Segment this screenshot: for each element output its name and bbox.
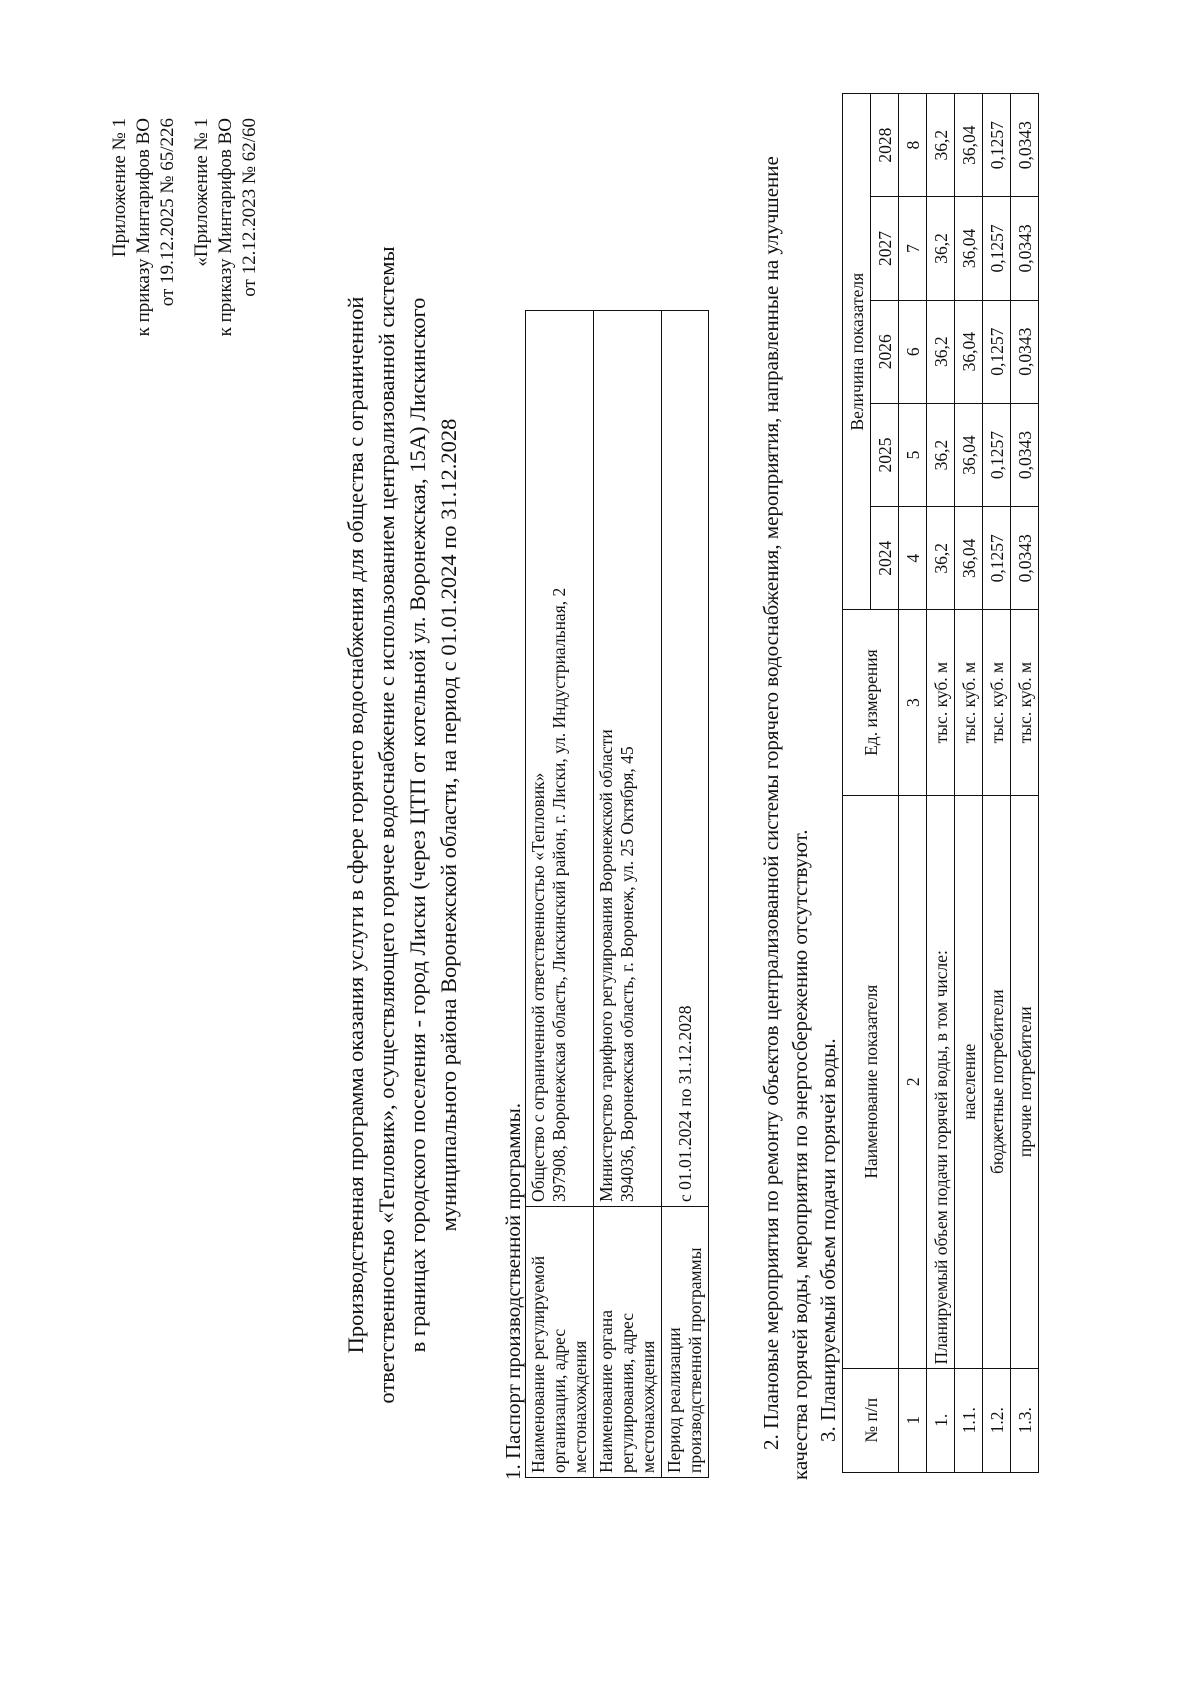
approval-stamp-current (108, 118, 180, 336)
title-line: муниципального района Воронежской области, на период с 01.01.2024 по 31.12.2028 (436, 418, 461, 1232)
column-number: 1 (899, 1368, 927, 1472)
document-title (340, 155, 464, 1495)
row-num: 1.2. (983, 1368, 1011, 1472)
passport-value-line: с 01.01.2024 по 31.12.2028 (674, 1005, 695, 1202)
row-num: 1.1. (955, 1368, 983, 1472)
row-name: Планируемый объем подачи горячей воды, в том числе: (927, 795, 955, 1368)
approval-line: «Приложение № 1 (191, 118, 212, 267)
column-number: 2 (899, 795, 927, 1368)
column-number: 3 (899, 610, 927, 795)
passport-label: Наименование органа регулирования, адрес местонахождения (594, 1207, 662, 1478)
row-value: 0,1257 (983, 403, 1011, 506)
row-unit: тыс. куб. м (955, 610, 983, 795)
passport-label: Период реализации производственной программы (662, 1207, 709, 1478)
passport-label: Наименование регулируемой организации, адрес местонахождения (526, 1207, 594, 1478)
row-value: 0,0343 (1011, 94, 1039, 197)
passport-heading: 1. Паспорт производственной программы. (501, 1102, 525, 1480)
row-value: 0,0343 (1011, 403, 1039, 506)
row-value: 36,04 (955, 94, 983, 197)
row-value: 0,1257 (983, 94, 1011, 197)
row-unit: тыс. куб. м (983, 610, 1011, 795)
approval-line: от 19.12.2025 № 65/226 (157, 118, 178, 307)
column-number: 7 (899, 197, 927, 300)
row-value: 36,04 (955, 197, 983, 300)
title-line: ответственностью «Тепловик», осуществляющего горячее водоснабжение с использованием централизованной системы (374, 246, 399, 1404)
passport-table (525, 310, 709, 1478)
table-header-row (843, 94, 871, 1473)
column-number: 5 (899, 403, 927, 506)
table-row (927, 94, 955, 1473)
approval-line: Приложение № 1 (109, 118, 130, 258)
row-value: 0,0343 (1011, 507, 1039, 610)
row-num: 1.3. (1011, 1368, 1039, 1472)
volume-table (842, 93, 1039, 1473)
column-number: 6 (899, 300, 927, 403)
header-year: 2025 (871, 403, 899, 506)
row-value: 0,1257 (983, 507, 1011, 610)
row-name: прочие потребители (1011, 795, 1039, 1368)
row-unit: тыс. куб. м (927, 610, 955, 795)
table-row (983, 94, 1011, 1473)
row-value: 36,2 (927, 403, 955, 506)
row-unit: тыс. куб. м (1011, 610, 1039, 795)
volume-heading: 3. Планируемый объем подачи горячей воды. (816, 1038, 840, 1442)
table-row (594, 311, 662, 1478)
column-number-row (899, 94, 927, 1473)
row-name: бюджетные потребители (983, 795, 1011, 1368)
passport-value-line: Министерство тарифного регулирования Воронежской области (596, 729, 616, 1202)
row-num: 1. (927, 1368, 955, 1472)
passport-value (662, 311, 709, 1207)
row-value: 36,2 (927, 507, 955, 610)
table-row (526, 311, 594, 1478)
row-value: 0,1257 (983, 197, 1011, 300)
row-value: 0,0343 (1011, 300, 1039, 403)
row-name: население (955, 795, 983, 1368)
passport-value (594, 311, 662, 1207)
passport-value (526, 311, 594, 1207)
column-number: 4 (899, 507, 927, 610)
approval-line: к приказу Минтарифов ВО (133, 118, 154, 337)
passport-value-line: 394036, Воронежская область, г. Воронеж, ул. 25 Октября, 45 (617, 746, 637, 1202)
header-year: 2027 (871, 197, 899, 300)
passport-value-line: 397908, Воронежская область, Лискинский район, г. Лиски, ул. Индустриальная, 2 (549, 587, 569, 1202)
header-year: 2028 (871, 94, 899, 197)
title-line: Производственная программа оказания услуги в сфере горячего водоснабжения для общества с ограниченной (343, 296, 368, 1354)
approval-line: к приказу Минтарифов ВО (215, 118, 236, 337)
approval-stamp-previous (190, 118, 262, 336)
table-row (1011, 94, 1039, 1473)
header-value-group: Величина показателя (843, 94, 871, 610)
row-value: 36,2 (927, 300, 955, 403)
header-unit: Ед. измерения (843, 610, 899, 795)
row-value: 36,2 (927, 197, 955, 300)
approval-line: от 12.12.2023 № 62/60 (239, 118, 260, 297)
header-num: № п/п (843, 1368, 899, 1472)
row-value: 36,04 (955, 300, 983, 403)
table-row (662, 311, 709, 1478)
column-number: 8 (899, 94, 927, 197)
row-value: 36,2 (927, 94, 955, 197)
row-value: 0,1257 (983, 300, 1011, 403)
header-year: 2026 (871, 300, 899, 403)
table-row (955, 94, 983, 1473)
passport-value-line: Общество с ограниченной ответственностью «Тепловик» (528, 772, 548, 1202)
row-value: 36,04 (955, 403, 983, 506)
header-year: 2024 (871, 507, 899, 610)
row-value: 0,0343 (1011, 197, 1039, 300)
planned-measures-text: 2. Плановые мероприятия по ремонту объектов централизованной системы горячего водоснабжения, мероприятия, направленные на улучшение качества горячей воды, мероприятия по энергосбережению отсутствуют. (759, 156, 812, 1480)
header-name: Наименование показателя (843, 795, 899, 1368)
row-value: 36,04 (955, 507, 983, 610)
title-line: в границах городского поселения - город Лиски (через ЦТП от котельной ул. Воронежская, 15А) Лискинского (405, 297, 430, 1353)
